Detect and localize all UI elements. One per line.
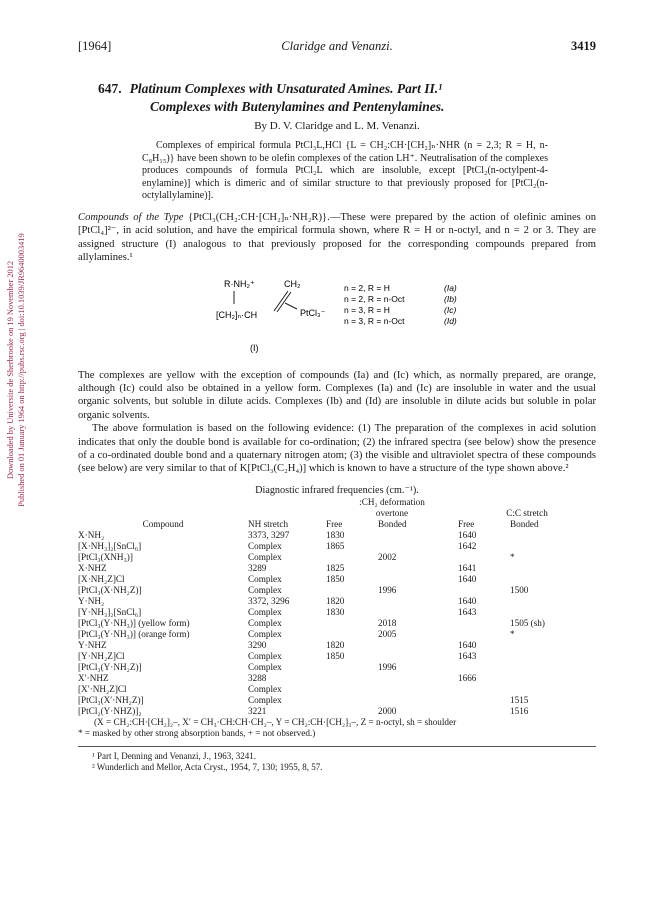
- table-cell-value: 1865: [326, 540, 345, 551]
- table-cell-value: 3372, 3296: [248, 595, 290, 606]
- table-cell-value: 1643: [458, 650, 477, 661]
- table-header-free-2: Free: [458, 518, 475, 529]
- table-note-1: (X = CH₂:CH·[CH₂]₂–, X′ = CH₃·CH:CH·CH₂–, Y = CH₂:CH·[CH₂]₃–, Z = n-octyl, sh = shoulder: [94, 716, 457, 727]
- table-cell-value: [510, 596, 596, 607]
- table-cell-value: 1643: [458, 606, 477, 617]
- paragraph-1-text: —These were prepared by the action of olefinic amines on [PtCl₄]²⁻, in acid solution, and have the empirical formula shown, where R = H or n-octyl, and n = 2 or 3. They are assigned structure (I) analogous to that previously proposed for the corresponding compounds prepared from allylamines.¹: [78, 211, 596, 264]
- abstract: Complexes of empirical formula PtCl₃L,HCl {L = CH₂:CH·[CH₂]ₙ·NHR (n = 2,3; R = H, n-C₈H₁₅)} have been shown to be olefin complexes of the cation LH⁺. Neutralisation of the complexes produces compounds of formula PtCl₂L which are insoluble, except [PtCl₂(n-octylpent-4-enylamine)] which is dimeric and of similar structure to that previously proposed for [PtCl₂(n-octylallylamine)].: [142, 140, 548, 202]
- table-cell-value: [326, 618, 378, 629]
- structure-case-id: (Ia): [444, 282, 457, 293]
- table-cell-value: [326, 706, 378, 717]
- table-note-2: * = masked by other strong absorption bands, + = not observed.): [78, 728, 316, 739]
- table-cell-value: 3289: [248, 562, 267, 573]
- header-page-number: 3419: [571, 39, 596, 53]
- table-cell-value: 1640: [458, 639, 477, 650]
- table-cell-value: [510, 640, 596, 651]
- table-cell-compound: [PtCl₃(X·NH₂Z)]: [78, 584, 142, 595]
- structure-rnh-label: R·NH₂⁺: [224, 278, 255, 289]
- table-cell-value: 3221: [248, 705, 267, 716]
- table-cell-value: 1850: [326, 650, 345, 661]
- table-cell-value: [510, 607, 596, 618]
- table-cell-value: [510, 651, 596, 662]
- sidebar-watermark: [3, 190, 29, 550]
- structure-ch2-label: CH₂: [284, 278, 301, 289]
- table-header-free-1: Free: [326, 518, 343, 529]
- table-cell-value: [510, 574, 596, 585]
- table-cell-value: [458, 585, 510, 596]
- table-row: [78, 651, 596, 662]
- table-cell-compound: [PtCl₃(X′·NH₂Z)]: [78, 694, 144, 705]
- table-cell-value: Complex: [248, 540, 282, 551]
- structure-case-list: [344, 283, 457, 326]
- sidebar-download-line: Downloaded by Universite de Sherbrooke on 19 November 2012: [6, 260, 15, 480]
- table-row: [78, 618, 596, 629]
- table-cell-value: Complex: [248, 694, 282, 705]
- table-cell-compound: X′·NHZ: [78, 672, 109, 683]
- table-cell-compound: [PtCl₃(Y·NH₃)] (orange form): [78, 628, 190, 639]
- table-cell-value: Complex: [248, 683, 282, 694]
- table-cell-value: 1642: [458, 540, 477, 551]
- table-cell-compound: Y·NHZ: [78, 639, 107, 650]
- table-cell-value: [510, 673, 596, 684]
- table-cell-value: 1640: [458, 573, 477, 584]
- table-cell-value: Complex: [248, 573, 282, 584]
- table-group-row-2: [78, 508, 596, 519]
- table-cell-compound: X·NH₂: [78, 529, 105, 540]
- table-cell-compound: [PtCl₃(Y·NH₂Z)]: [78, 661, 142, 672]
- table-cell-value: [458, 662, 510, 673]
- table-cell-value: [378, 541, 458, 552]
- footnote-1: ¹ Part I, Denning and Venanzi, J., 1963, 3241.: [92, 750, 257, 761]
- structure-case-id: (Id): [444, 315, 457, 326]
- table-cell-value: 1825: [326, 562, 345, 573]
- table-cell-value: Complex: [248, 551, 282, 562]
- table-cell-value: 2018: [378, 617, 397, 628]
- table-cell-value: [378, 530, 458, 541]
- structure-case-text: n = 2, R = H: [344, 282, 390, 293]
- table-header-row: [78, 519, 596, 530]
- table-cell-value: 1850: [326, 573, 345, 584]
- table-cell-value: 1820: [326, 639, 345, 650]
- table-cell-value: [378, 563, 458, 574]
- table-cell-value: 2005: [378, 628, 397, 639]
- title-line-1: Platinum Complexes with Unsaturated Amines. Part II.¹: [129, 81, 443, 96]
- table-cell-value: 2002: [378, 551, 397, 562]
- sidebar-publish-line: Published on 01 January 1964 on http://pubs.rsc.org | doi:10.1039/JR9640003419: [17, 233, 26, 507]
- table-row: [78, 695, 596, 706]
- table-cell-compound: [Y·NH₃]₂[SnCl₆]: [78, 606, 142, 617]
- table-group-overtone: overtone: [375, 507, 409, 518]
- table-cell-value: *: [510, 551, 515, 562]
- table-cell-value: [326, 684, 378, 695]
- table-cell-value: 1500: [510, 584, 529, 595]
- title-line-2: Complexes with Butenylamines and Pentenylamines.: [150, 99, 445, 114]
- table-group-row-1: [78, 497, 596, 508]
- structure-case-text: n = 2, R = n-Oct: [344, 293, 405, 304]
- table-row: [78, 541, 596, 552]
- table-cell-value: [378, 684, 458, 695]
- table-row: [78, 552, 596, 563]
- structure-case-text: n = 3, R = H: [344, 304, 390, 315]
- table-cell-value: [326, 629, 378, 640]
- table-cell-value: [510, 662, 596, 673]
- structure-ch2n-label: [CH₂]ₙ·CH: [216, 309, 258, 320]
- running-header: [78, 40, 596, 58]
- table-cell-value: [510, 684, 596, 695]
- structure-case-id: (Ib): [444, 293, 457, 304]
- article-number: 647.: [98, 81, 122, 96]
- table-cell-value: [510, 563, 596, 574]
- table-row: [78, 640, 596, 651]
- table-caption: Diagnostic infrared frequencies (cm.⁻¹).: [255, 484, 419, 496]
- table-cell-value: [510, 530, 596, 541]
- table-cell-value: [510, 541, 596, 552]
- table-cell-value: [458, 552, 510, 563]
- table-cell-value: [378, 596, 458, 607]
- structure-double-bond-b: [277, 292, 291, 312]
- structure-figure: [78, 273, 596, 361]
- table-cell-value: [326, 673, 378, 684]
- table-cell-value: [458, 706, 510, 717]
- table-cell-value: 1515: [510, 694, 529, 705]
- table-group-cc: C:C stretch: [506, 507, 548, 518]
- table-cell-value: [458, 629, 510, 640]
- table-cell-value: 1996: [378, 584, 397, 595]
- table-header-compound: Compound: [142, 518, 184, 529]
- table-row: [78, 585, 596, 596]
- table-cell-value: [326, 695, 378, 706]
- table-cell-value: 1640: [458, 529, 477, 540]
- table-cell-compound: [PtCl₃(Y·NH₃)] (yellow form): [78, 617, 190, 628]
- table-cell-value: 1640: [458, 595, 477, 606]
- header-year: [1964]: [78, 39, 112, 53]
- structure-coordination-arrow: [285, 303, 297, 309]
- structure-case-id: (Ic): [444, 304, 457, 315]
- footnotes: [78, 746, 596, 774]
- table-header-bonded-1: Bonded: [378, 518, 407, 529]
- table-cell-value: 1830: [326, 606, 345, 617]
- structure-ptcl-label: PtCl₃⁻: [300, 307, 326, 318]
- table-cell-compound: Y·NH₂: [78, 595, 105, 606]
- table-cell-value: Complex: [248, 617, 282, 628]
- table-header-nh: NH stretch: [248, 518, 289, 529]
- table-row: [78, 673, 596, 684]
- table-cell-value: [378, 673, 458, 684]
- table-cell-compound: [PtCl₃(XNH₃)]: [78, 551, 133, 562]
- table-cell-compound: [X·NH₃]₂[SnCl₆]: [78, 540, 142, 551]
- table-row: [78, 574, 596, 585]
- table-cell-value: 2000: [378, 705, 397, 716]
- table-cell-value: [378, 651, 458, 662]
- table-row: [78, 706, 596, 717]
- table-cell-value: [326, 585, 378, 596]
- table-cell-value: 1641: [458, 562, 477, 573]
- table-cell-value: [458, 695, 510, 706]
- paragraph-3: The above formulation is based on the following evidence: (1) The preparation of the complexes in acid solution indicates that only the double bond is available for co-ordination; (2) the infrared spectra (see below) show the presence of a co-ordinated double bond and a quaternary nitrogen atom; (3) the visible and ultraviolet spectra of these compounds (see below) are very similar to that of K[PtCl₃(C₂H₄)] which is known to have a structure of the type shown above.²: [78, 423, 596, 475]
- structure-double-bond-a: [274, 291, 288, 311]
- table-cell-value: 3290: [248, 639, 267, 650]
- table-cell-value: 3373, 3297: [248, 529, 290, 540]
- table-cell-value: 1666: [458, 672, 477, 683]
- table-cell-value: [378, 640, 458, 651]
- structure-diagram: [78, 273, 596, 361]
- table-cell-value: Complex: [248, 650, 282, 661]
- byline: By D. V. Claridge and L. M. Venanzi.: [254, 120, 420, 132]
- table-cell-compound: [X·NH₂Z]Cl: [78, 573, 125, 584]
- table-cell-value: [458, 618, 510, 629]
- table-cell-value: *: [510, 628, 515, 639]
- table-cell-value: [378, 607, 458, 618]
- table-cell-value: 1996: [378, 661, 397, 672]
- section-formula: {PtCl₃(CH₂:CH·[CH₂]ₙ·NH₂R)}.: [188, 211, 330, 223]
- table-cell-value: [326, 552, 378, 563]
- table-row: [78, 530, 596, 541]
- table-cell-value: 1516: [510, 705, 529, 716]
- table-cell-value: Complex: [248, 584, 282, 595]
- table-cell-value: [458, 684, 510, 695]
- article-title: [98, 80, 596, 116]
- ir-table: [78, 497, 596, 717]
- table-cell-value: Complex: [248, 606, 282, 617]
- table-cell-value: [378, 574, 458, 585]
- footnote-2: ² Wunderlich and Mellor, Acta Cryst., 1954, 7, 130; 1955, 8, 57.: [92, 762, 323, 773]
- table-row: [78, 662, 596, 673]
- table-cell-value: 3288: [248, 672, 267, 683]
- table-row: [78, 629, 596, 640]
- section-lead: Compounds of the Type: [78, 211, 184, 223]
- table-row: [78, 607, 596, 618]
- paragraph-2: The complexes are yellow with the exception of compounds (Ia) and (Ic) which, as normally prepared, are orange, although (Ic) could also be obtained in a yellow form. Complexes (Ia) and (Ic) are insoluble in water and the usual organic solvents, but soluble in dilute acids. Complexes (Ib) and (Id) are insoluble in dilute acids but soluble in polar organic solvents.: [78, 369, 596, 421]
- table-cell-value: 1505 (sh): [510, 617, 545, 628]
- table-body: [78, 530, 596, 717]
- table-cell-compound: X·NHZ: [78, 562, 107, 573]
- table-cell-value: [326, 662, 378, 673]
- table-row: [78, 684, 596, 695]
- paragraph-1: [78, 211, 596, 265]
- table-cell-value: Complex: [248, 628, 282, 639]
- table-row: [78, 596, 596, 607]
- table-header-bonded-2: Bonded: [510, 518, 539, 529]
- table-group-ch2: :CH₂ deformation: [359, 496, 425, 507]
- article-page: [78, 40, 596, 774]
- table-cell-compound: [X′·NH₂Z]Cl: [78, 683, 127, 694]
- table-cell-value: Complex: [248, 661, 282, 672]
- table-cell-value: 1830: [326, 529, 345, 540]
- table-cell-compound: [PtCl₂(Y·NHZ)]₂: [78, 705, 142, 716]
- table-cell-value: [378, 695, 458, 706]
- table-cell-value: 1820: [326, 595, 345, 606]
- header-authors: Claridge and Venanzi.: [281, 39, 393, 53]
- structure-case-text: n = 3, R = n-Oct: [344, 315, 405, 326]
- table-row: [78, 563, 596, 574]
- structure-number-label: (I): [250, 342, 259, 353]
- table-cell-compound: [Y·NH₂Z]Cl: [78, 650, 125, 661]
